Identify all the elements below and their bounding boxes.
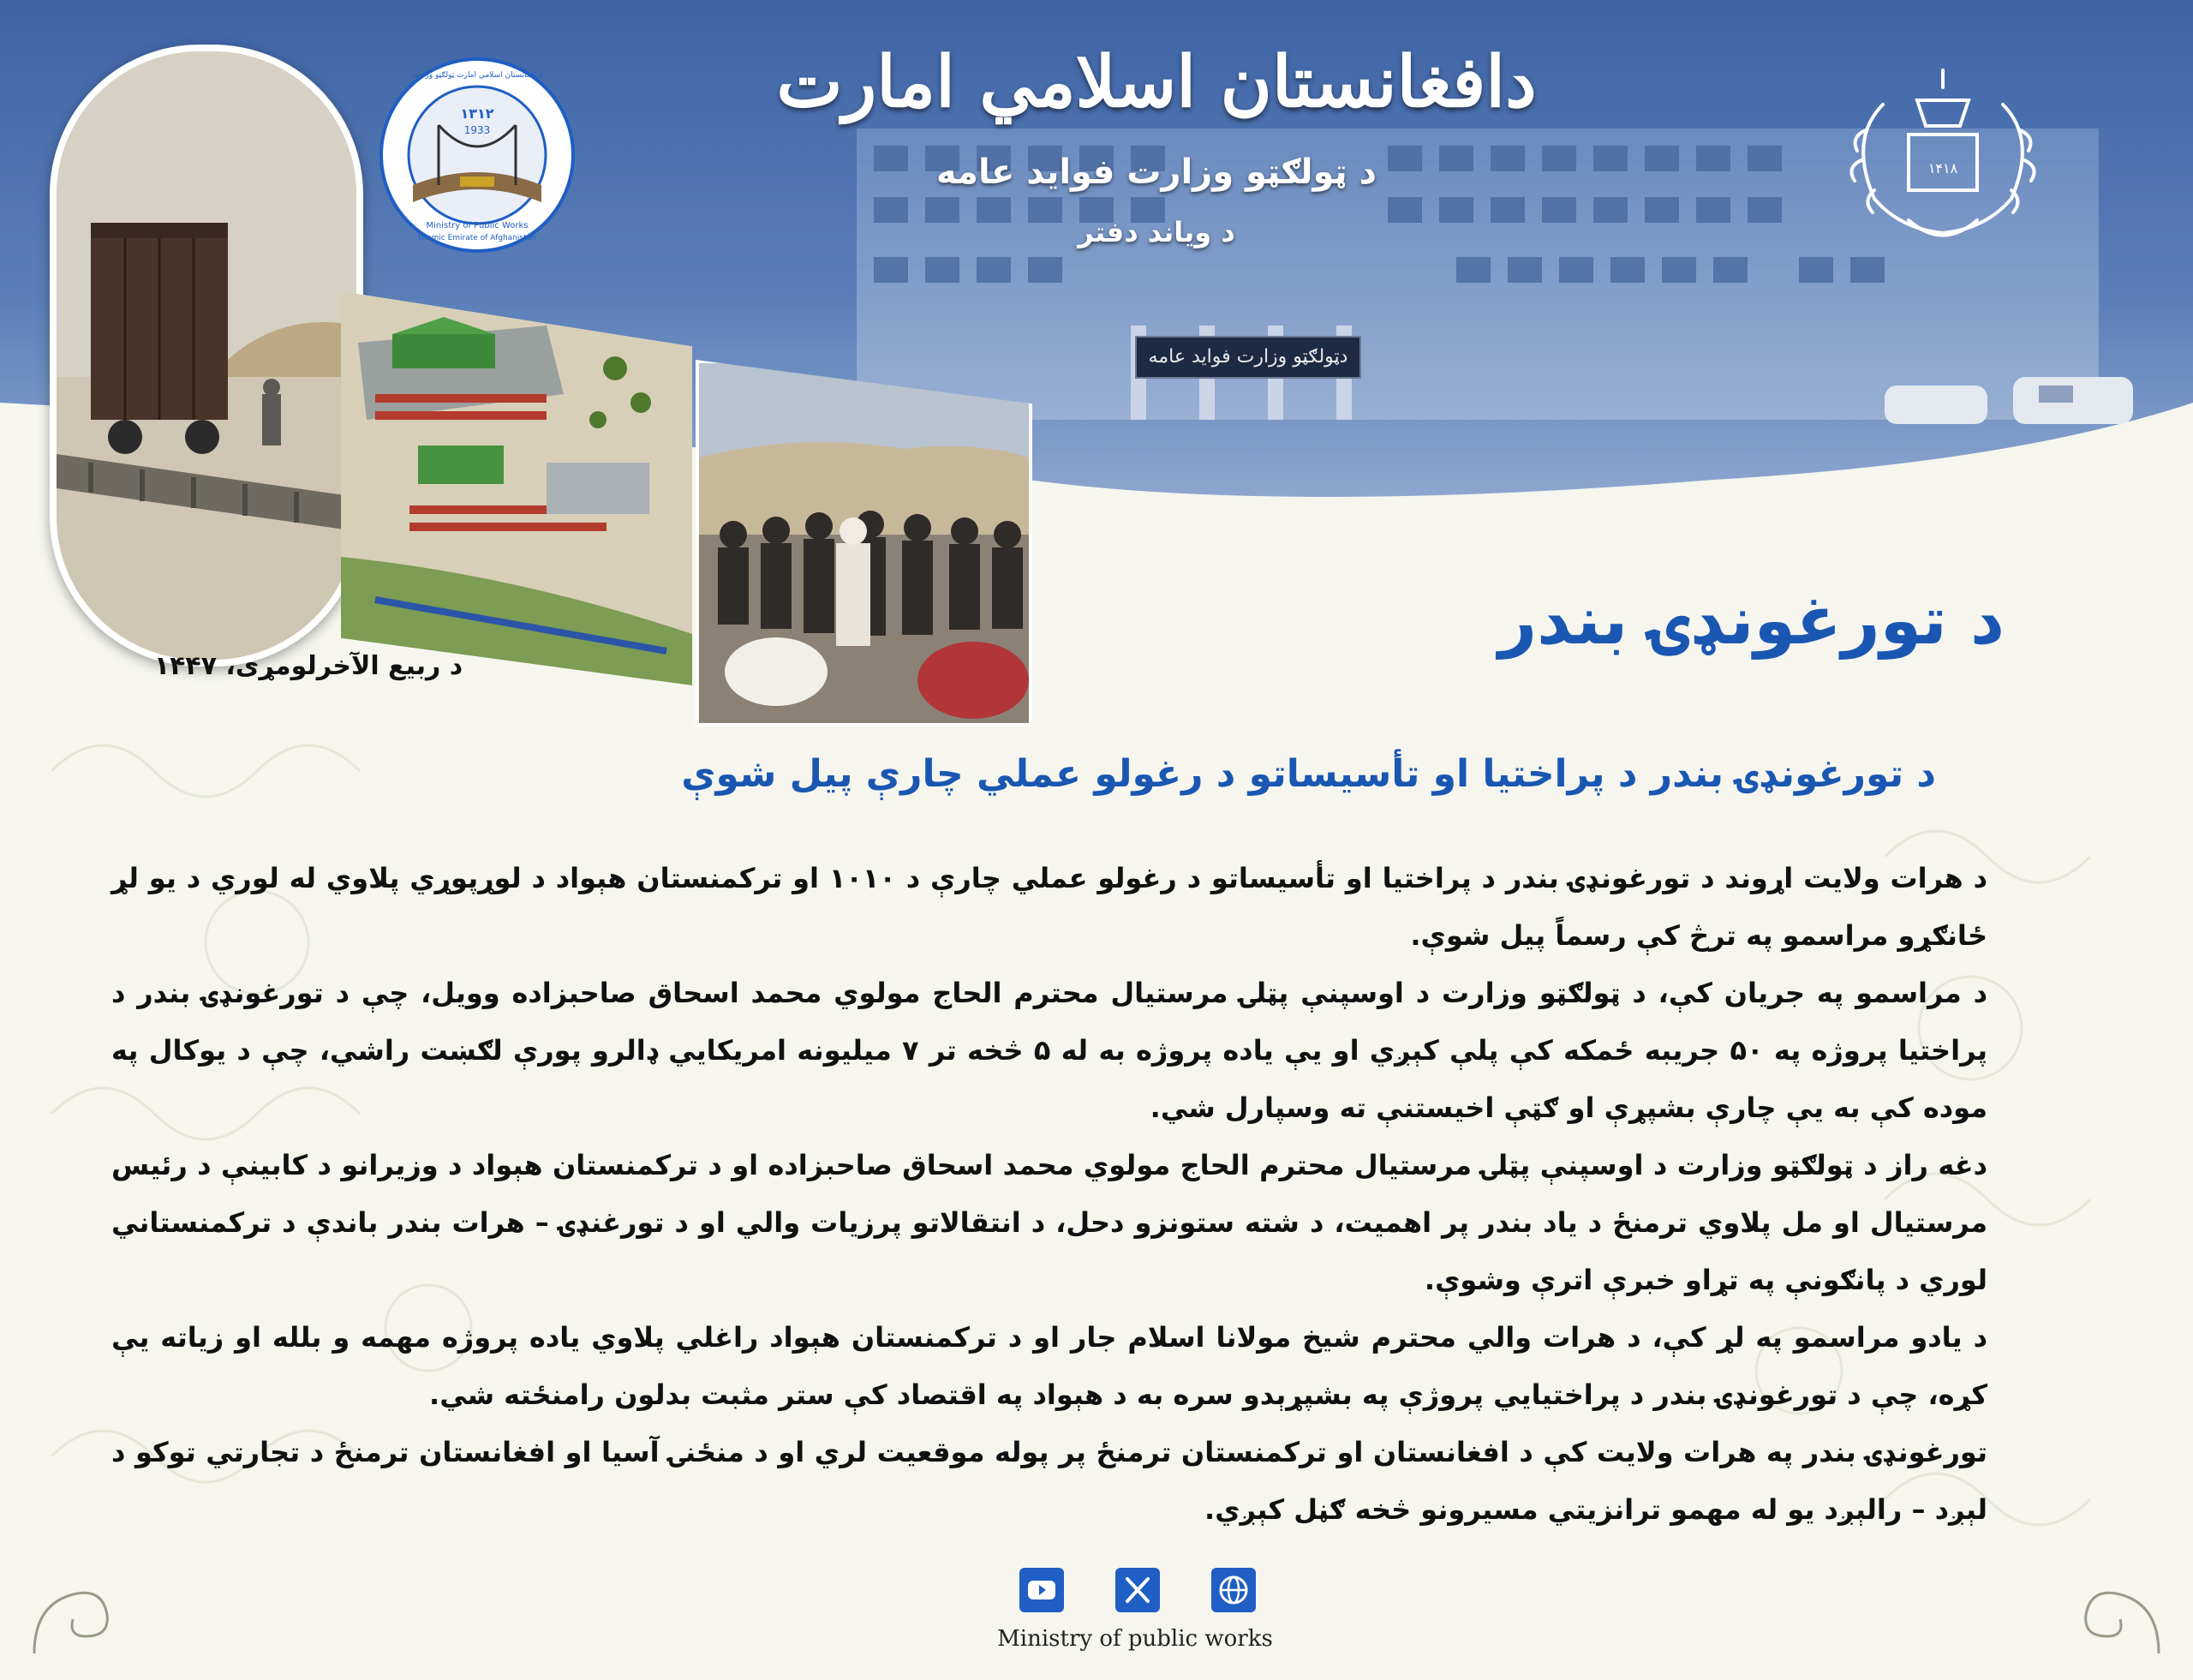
corner-ornament-right	[2073, 1568, 2167, 1662]
paragraph-5: تورغونډۍ بندر په هرات ولايت کې د افغانستان او ترکمنستان ترمنځ پر پوله موقعيت لري او د منځنۍ آسيا او افغانستان ترمنځ د تجارتي توکو د لېږد – رالېږد يو له مهمو ترانزيتي مسيرونو څخه ګڼل کېږي.	[111, 1436, 1987, 1526]
office-name: د وياند دفتر	[1078, 216, 1235, 248]
x-icon	[1115, 1568, 1160, 1612]
port-rendering-image	[341, 291, 692, 685]
ministry-logo	[379, 57, 576, 254]
article-body	[111, 850, 1987, 1539]
footer-label: Ministry of public works	[997, 1626, 1273, 1652]
subtitle: د تورغونډۍ بندر د پراختيا او تأسيساتو د رغولو عملي چارې پيل شوې	[681, 752, 1936, 796]
website-link[interactable]	[1211, 1568, 1256, 1612]
logo-english-2: Islamic Emirate of Afghanistan	[418, 234, 536, 242]
ceremony-crowd-image	[699, 363, 1029, 723]
paragraph-4: د يادو مراسمو په لړ کې، د هرات والي محترم شيخ مولانا اسلام جار او د ترکمنستان هېواد راغلي پلاوي ياده پروژه مهمه و بلله او زياته يې کړه، چې د تورغونډۍ بندر د پراختيايي پروژې په بشپړېدو سره به د هېواد په اقتصاد کې ستر مثبت بدلون رامنځته شي.	[111, 1321, 1987, 1411]
x-link[interactable]	[1115, 1568, 1160, 1612]
youtube-link[interactable]	[1019, 1568, 1064, 1612]
photo-port-rendering	[341, 291, 692, 685]
youtube-icon	[1019, 1568, 1064, 1612]
corner-ornament-left	[26, 1568, 120, 1662]
main-title: د تورغونډۍ بندر	[1498, 583, 2005, 660]
social-links	[1011, 1568, 1259, 1619]
photo-rail-wagon	[50, 45, 363, 667]
ministry-name: د ټولګټو وزارت فوايد عامه	[935, 152, 1377, 192]
paragraph-2: د مراسمو په جريان کې، د ټولګټو وزارت د اوسپنې پټلۍ مرستيال محترم الحاج مولوي محمد اسحاق صاحبزاده وويل، چې د تورغونډۍ بندر د پراختيا پروژه په ۵۰ جريبه ځمکه کې پلې کېږي او يې ياده پروژه به له ۵ څخه تر ۷ ميليونه امريکايي ډالرو پورې لګښت راشي، چې د يوکال په موده کې به يې چارې بشپړې او ګټې اخيستنې ته وسپارل شي.	[111, 977, 1988, 1124]
emirate-title: دافغانستان اسلامي امارت	[776, 41, 1537, 123]
logo-year-gregorian: 1933	[463, 124, 491, 136]
logo-top-text: د افغانستان اسلامي امارت ټولګټو وزارت	[412, 71, 542, 80]
building-sign: دټولګټو وزارت فوايد عامه	[1135, 336, 1361, 379]
rail-wagon-image	[57, 51, 356, 660]
date-label: د ربيع الآخرلومړی، ۱۴۴۷	[153, 651, 463, 681]
globe-icon	[1211, 1568, 1256, 1612]
paragraph-3: دغه راز د ټولګټو وزارت د اوسپنې پټلۍ مرستيال محترم الحاج مولوي محمد اسحاق صاحبزاده او د ترکمنستان هېواد د وزيرانو د کابينې د رئيس مرستيال او مل پلاوي ترمنځ د ياد بندر پر اهميت، د شته ستونزو دحل، د انتقالاتو پرزيات والي او د تورغنډۍ – هرات بندر باندې د ترکمنستاني لوري د پانګونې په تړاو خبرې اترې وشوې.	[111, 1149, 1987, 1296]
logo-english-1: Ministry of Public Works	[426, 221, 529, 230]
emirate-emblem-icon	[1814, 53, 2071, 259]
photo-ceremony-crowd	[696, 360, 1032, 726]
logo-year-hijri: ۱۳۱۲	[460, 105, 494, 122]
svg-text:۱۴۱۸: ۱۴۱۸	[1927, 160, 1958, 176]
paragraph-1: د هرات ولايت اړوند د تورغونډۍ بندر د پراختيا او تأسيساتو د رغولو عملي چارې د ۱۰۱۰ او ترکمنستان هېواد د لوړپوړي پلاوي له لوري د يو لړ ځانګړو مراسمو په ترڅ کې رسماً پيل شوې.	[111, 862, 1988, 952]
